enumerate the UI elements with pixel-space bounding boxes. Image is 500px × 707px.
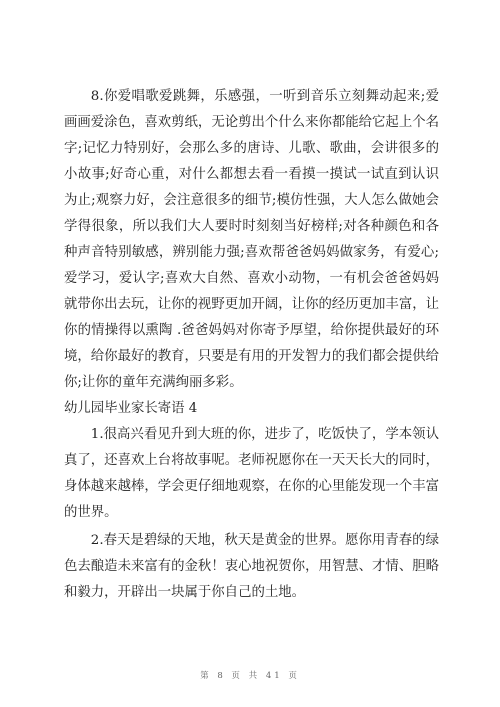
document-body [64,84,439,606]
paragraph-1: 1.很高兴看见升到大班的你，进步了，吃饭快了，学本领认真了，还喜欢上台将故事呢。老师祝愿你在一天天长大的同时，身体越来越棒，学会更仔细地观察，在你的心里能发现一个丰富的世界。 [64,427,439,520]
paragraph-2: 2.春天是碧绿的天地，秋天是黄金的世界。愿你用青春的绿色去酿造未来富有的金秋！衷心地祝贺你，用智慧、才情、胆略和毅力，开辟出一块属于你自己的土地。 [64,533,439,600]
paragraph-8: 8.你爱唱歌爱跳舞，乐感强，一听到音乐立刻舞动起来;爱画画爱涂色，喜欢剪纸，无论剪出个什么来你都能给它起上个名字;记忆力特别好，会那么多的唐诗、儿歌、歌曲，会讲很多的小故事;好奇心重，对什么都想去看一看摸一摸试一试直到认识为止;观察力好，会注意很多的细节;模仿性强，大人怎么做她会学得很象，所以我们大人要时时刻刻当好榜样;对各种颜色和各种声音特别敏感，辨别能力强;喜欢帮爸爸妈妈做家务，有爱心;爱学习，爱认字;喜欢大自然、喜欢小动物，一有机会爸爸妈妈就带你出去玩，让你的视野更加开阔，让你的经历更加丰富，让你的情操得以熏陶 .爸爸妈妈对你寄予厚望，给你提供最好的环境，给你最好的教育，只要是有用的开发智力的我们都会提供给你;让你的童年充满绚丽多彩。 [64,89,439,390]
page-footer: 第 8 页 共 41 页 [200,671,300,681]
section-title: 幼儿园毕业家长寄语 4 [64,401,198,416]
